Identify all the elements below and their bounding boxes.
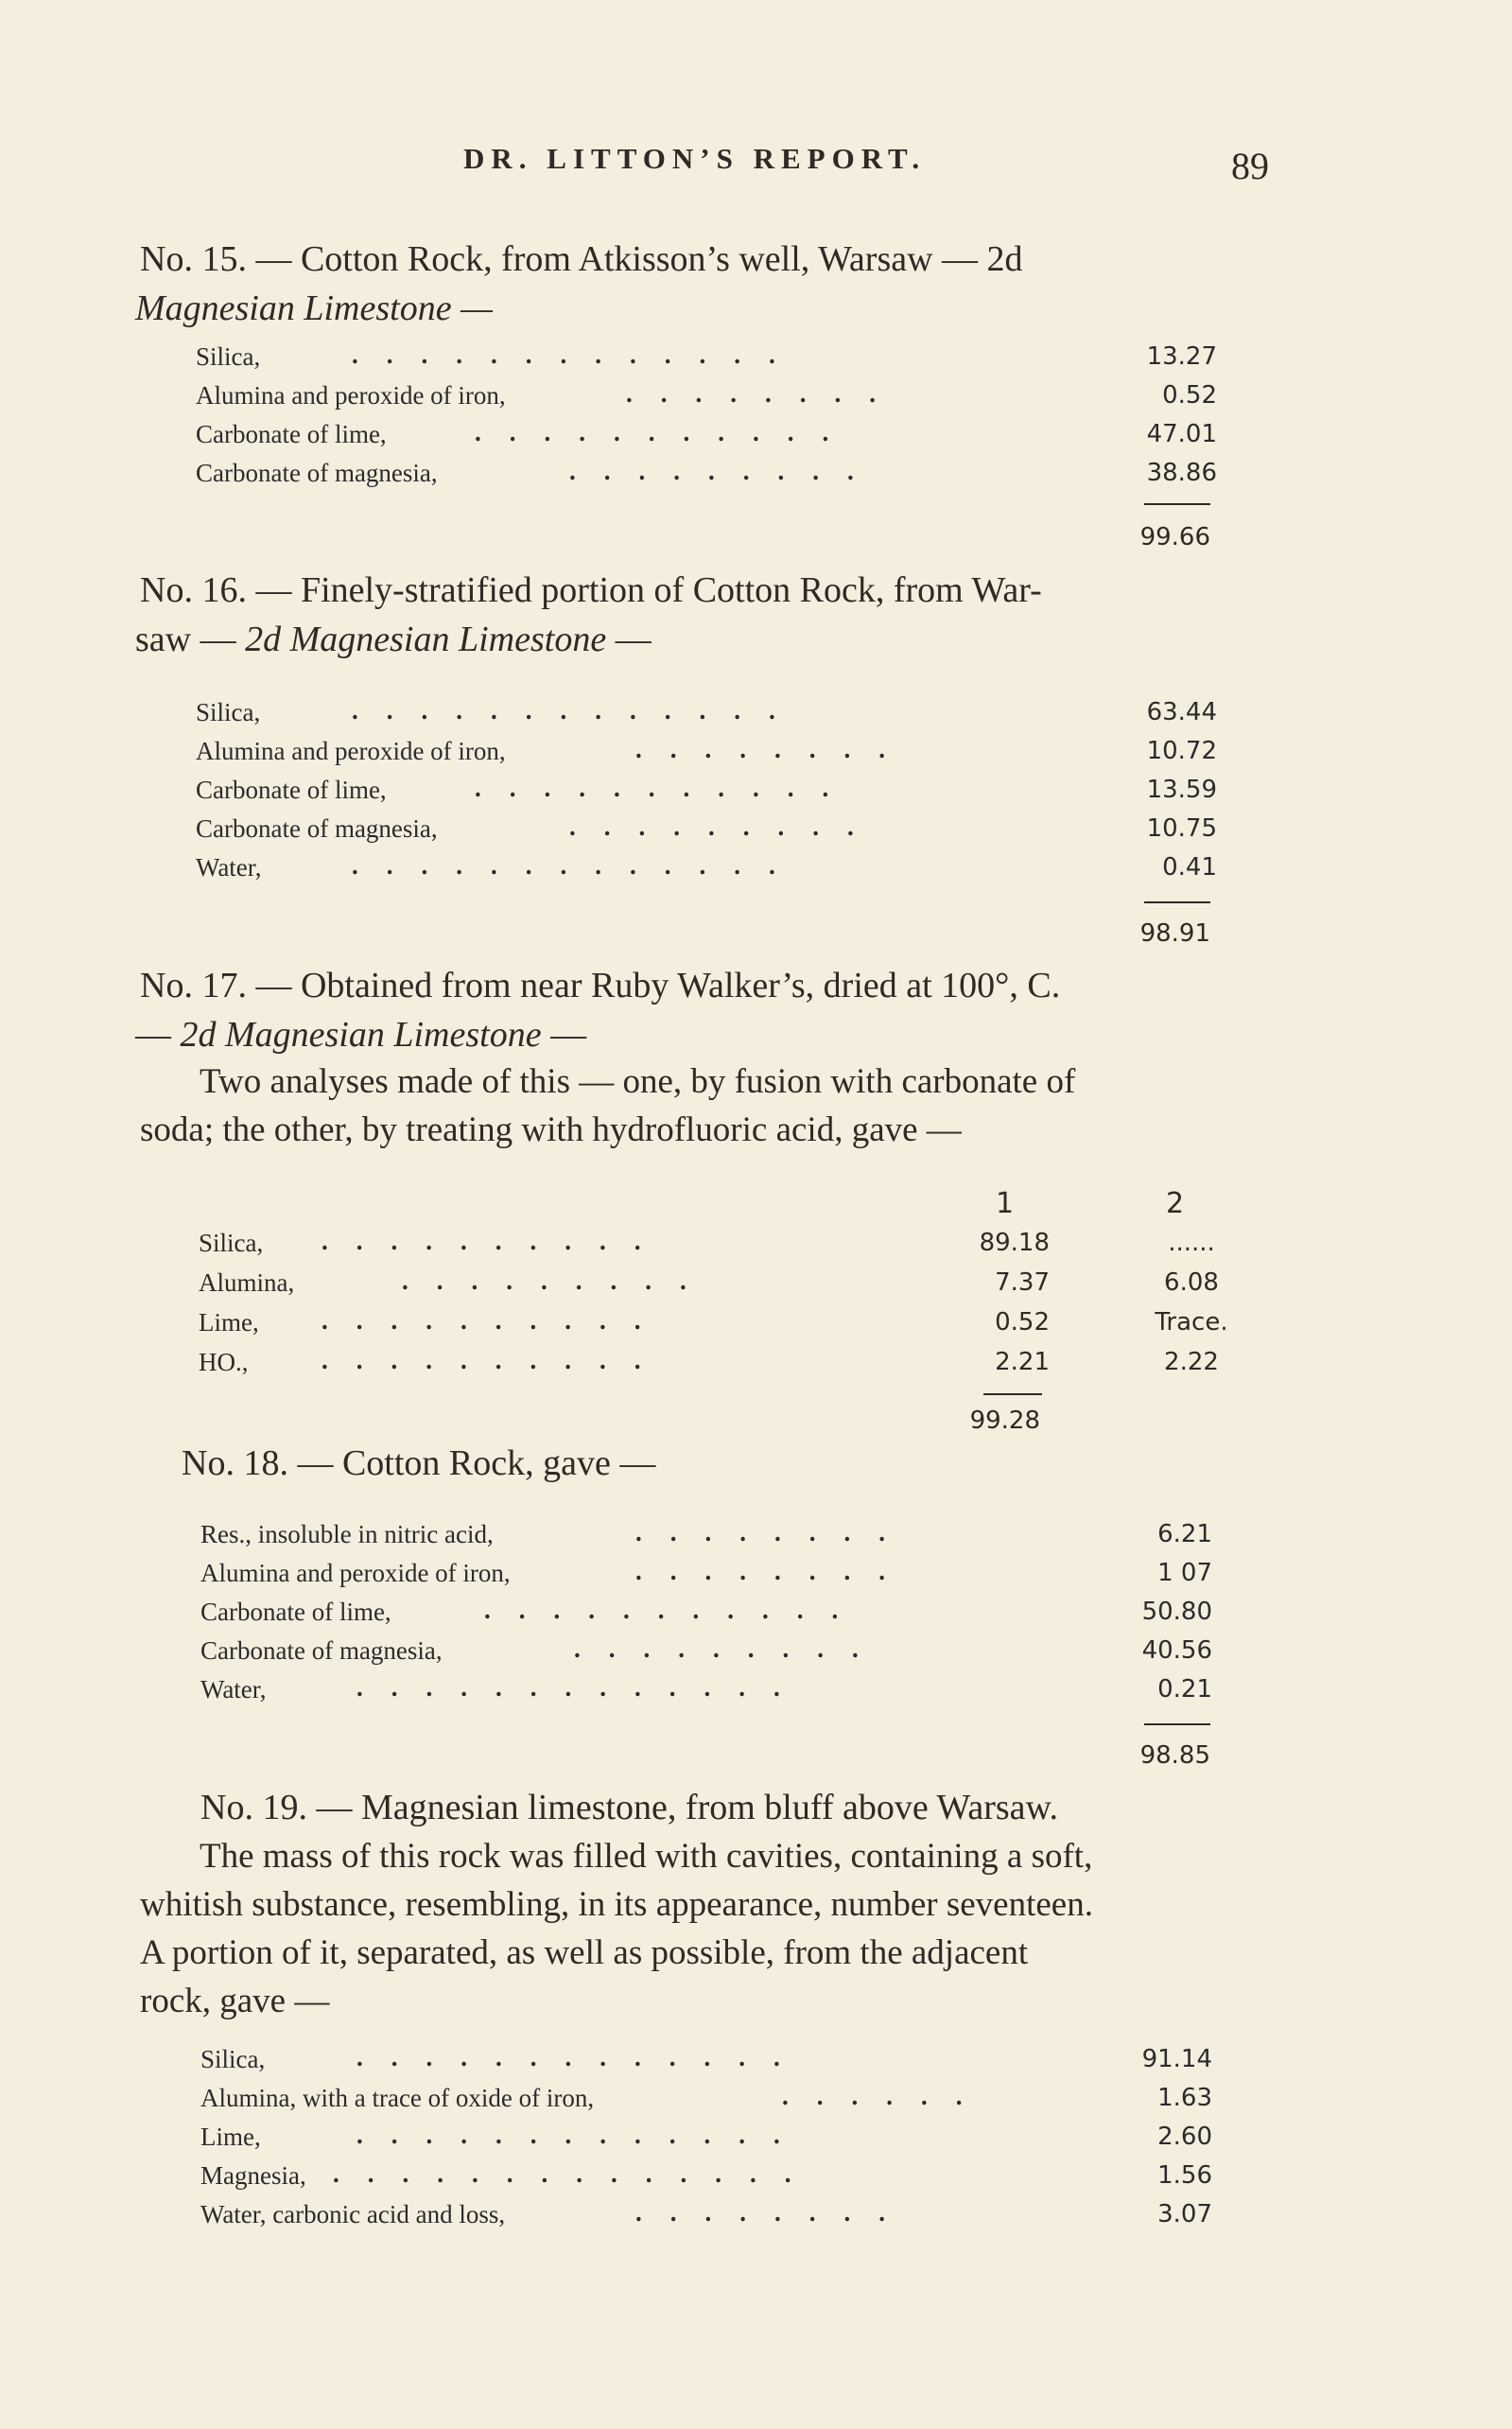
table-row: Alumina, with a trace of oxide of iron, ...... 1.63 <box>200 2082 1212 2112</box>
row-value: 13.59 <box>1146 776 1217 804</box>
table-row: Carbonate of lime, ........... 47.01 <box>196 418 1217 448</box>
total-value: 99.28 <box>969 1407 1040 1435</box>
sum-rule <box>1144 503 1210 505</box>
column-header-2: 2 <box>1166 1187 1185 1220</box>
row-value: 1.63 <box>1157 2084 1212 2112</box>
row-value-col1: 89.18 <box>979 1229 1050 1257</box>
row-value: 13.27 <box>1146 342 1217 371</box>
row-value: 40.56 <box>1141 1636 1212 1665</box>
row-label: Silica, <box>196 698 261 726</box>
heading-text: — <box>606 620 652 659</box>
row-label: Alumina, with a trace of oxide of iron, <box>200 2084 595 2112</box>
row-value: 2.60 <box>1157 2123 1212 2151</box>
row-value: 1.56 <box>1157 2161 1212 2190</box>
table-row: HO., .......... 2.21 2.22 <box>199 1348 1248 1388</box>
paragraph-no17 <box>140 1057 1275 1154</box>
row-label: HO., <box>199 1348 249 1376</box>
sum-rule <box>1144 901 1210 903</box>
section-heading-no17 <box>135 961 1275 1059</box>
table-row: Alumina and peroxide of iron, ........ 1 07 <box>200 1557 1212 1587</box>
table-row: Alumina and peroxide of iron, ........ 10.72 <box>196 735 1217 765</box>
total-value: 98.91 <box>1139 919 1210 948</box>
column-header-1: 1 <box>996 1187 1015 1220</box>
row-label: Carbonate of lime, <box>196 420 387 448</box>
row-label: Alumina and peroxide of iron, <box>196 737 506 765</box>
table-row: Lime, .......... 0.52 Trace. <box>199 1308 1248 1348</box>
table-row: Carbonate of magnesia, ......... 10.75 <box>196 813 1217 843</box>
table-row: Silica, .......... 89.18 ...... <box>199 1229 1248 1268</box>
row-value: 0.41 <box>1162 853 1217 882</box>
row-value: 63.44 <box>1146 698 1217 726</box>
heading-text: saw — <box>135 620 246 659</box>
paragraph-line: rock, gave — <box>140 1982 330 2020</box>
row-value: 0.52 <box>1162 381 1217 410</box>
row-label: Water, <box>196 853 262 882</box>
paragraph-line: whitish substance, resembling, in its appearance, number seventeen. <box>140 1885 1093 1924</box>
row-value-col2: 2.22 <box>1164 1348 1219 1376</box>
table-row: Silica, ............. 63.44 <box>196 696 1217 726</box>
row-label: Silica, <box>196 342 261 371</box>
row-value-col1: 2.21 <box>995 1348 1050 1376</box>
row-label: Carbonate of lime, <box>196 776 387 804</box>
table-row: Magnesia, .............. 1.56 <box>200 2159 1212 2190</box>
running-title: DR. LITTON’S REPORT. <box>463 142 927 175</box>
row-label: Carbonate of magnesia, <box>196 814 438 843</box>
row-value: 38.86 <box>1146 459 1217 487</box>
heading-text: — <box>541 1015 587 1055</box>
total-value: 98.85 <box>1139 1741 1210 1770</box>
row-value: 47.01 <box>1146 420 1217 448</box>
row-label: Alumina and peroxide of iron, <box>200 1559 511 1587</box>
row-value-col2: Trace. <box>1155 1308 1228 1337</box>
row-value: 6.21 <box>1157 1520 1212 1548</box>
table-row: Carbonate of magnesia, ......... 38.86 <box>196 457 1217 487</box>
table-row: Silica, ............. 91.14 <box>200 2043 1212 2073</box>
row-label: Water, <box>200 1675 267 1704</box>
page-number: 89 <box>1231 145 1269 187</box>
paragraph-line: Two analyses made of this — one, by fusion with carbonate of <box>200 1062 1076 1101</box>
table-row: Lime, ............. 2.60 <box>200 2121 1212 2151</box>
row-label: Silica, <box>200 2045 266 2073</box>
sum-rule <box>1144 1723 1210 1725</box>
row-value: 10.75 <box>1146 814 1217 843</box>
table-row: Silica, ............. 13.27 <box>196 341 1217 371</box>
section-heading-no15 <box>135 235 1275 333</box>
row-value-col2: ...... <box>1168 1229 1215 1257</box>
paragraph-line: soda; the other, by treating with hydrofluoric acid, gave — <box>140 1110 962 1149</box>
table-row: Carbonate of lime, ........... 13.59 <box>196 774 1217 804</box>
paragraph-line: A portion of it, separated, as well as possible, from the adjacent <box>140 1933 1029 1972</box>
table-row: Water, carbonic acid and loss, ........ 3.07 <box>200 2198 1212 2228</box>
row-value-col1: 7.37 <box>995 1268 1050 1297</box>
row-label: Res., insoluble in nitric acid, <box>200 1520 494 1548</box>
paragraph-no19 <box>140 1832 1275 2025</box>
table-row: Water, ............. 0.41 <box>196 851 1217 882</box>
row-label: Carbonate of magnesia, <box>200 1636 443 1665</box>
row-label: Carbonate of magnesia, <box>196 459 438 487</box>
heading-line: No. 16. — Finely-stratified portion of Cotton Rock, from War- <box>140 570 1042 610</box>
row-value: 91.14 <box>1141 2045 1212 2073</box>
table-row: Water, ............. 0.21 <box>200 1673 1212 1704</box>
row-value-col1: 0.52 <box>995 1308 1050 1337</box>
total-value: 99.66 <box>1139 523 1210 551</box>
row-value: 50.80 <box>1141 1598 1212 1626</box>
heading-italic: 2d Magnesian Limestone <box>245 620 607 659</box>
sum-rule <box>983 1393 1042 1395</box>
paragraph-line: The mass of this rock was filled with cavities, containing a soft, <box>200 1837 1093 1876</box>
heading-italic: 2d Magnesian Limestone <box>180 1015 542 1055</box>
table-row: Res., insoluble in nitric acid, ........ 6.21 <box>200 1518 1212 1548</box>
analysis-table-no18 <box>200 1520 1212 1714</box>
row-label: Lime, <box>200 2123 261 2151</box>
row-value: 0.21 <box>1157 1675 1212 1704</box>
row-label: Carbonate of lime, <box>200 1598 391 1626</box>
table-row: Alumina, ......... 7.37 6.08 <box>199 1268 1248 1308</box>
row-label: Silica, <box>199 1229 264 1257</box>
section-heading-no18: No. 18. — Cotton Rock, gave — <box>182 1443 656 1483</box>
row-value: 1 07 <box>1157 1559 1212 1587</box>
row-label: Water, carbonic acid and loss, <box>200 2200 506 2228</box>
row-label: Lime, <box>199 1308 259 1337</box>
row-label: Magnesia, <box>200 2161 306 2190</box>
table-row: Carbonate of lime, ........... 50.80 <box>200 1596 1212 1626</box>
analysis-table-no17 <box>199 1229 1248 1388</box>
heading-text: — <box>135 1015 181 1055</box>
analysis-table-no15 <box>196 342 1217 498</box>
heading-italic: Magnesian Limestone — <box>135 288 493 328</box>
table-row: Alumina and peroxide of iron, ........ 0.52 <box>196 379 1217 410</box>
heading-line: No. 17. — Obtained from near Ruby Walker’s, dried at 100°, C. <box>140 966 1061 1005</box>
heading-line: No. 15. — Cotton Rock, from Atkisson’s well, Warsaw — 2d <box>140 239 1023 279</box>
table-row: Carbonate of magnesia, ......... 40.56 <box>200 1634 1212 1665</box>
row-label: Alumina and peroxide of iron, <box>196 381 506 410</box>
section-heading-no16 <box>135 566 1275 664</box>
row-value: 3.07 <box>1157 2200 1212 2228</box>
section-heading-no19: No. 19. — Magnesian limestone, from bluff above Warsaw. <box>200 1788 1058 1827</box>
analysis-table-no19 <box>200 2045 1212 2239</box>
row-value-col2: 6.08 <box>1164 1268 1219 1297</box>
row-label: Alumina, <box>199 1268 295 1297</box>
row-value: 10.72 <box>1146 737 1217 765</box>
analysis-table-no16 <box>196 698 1217 892</box>
